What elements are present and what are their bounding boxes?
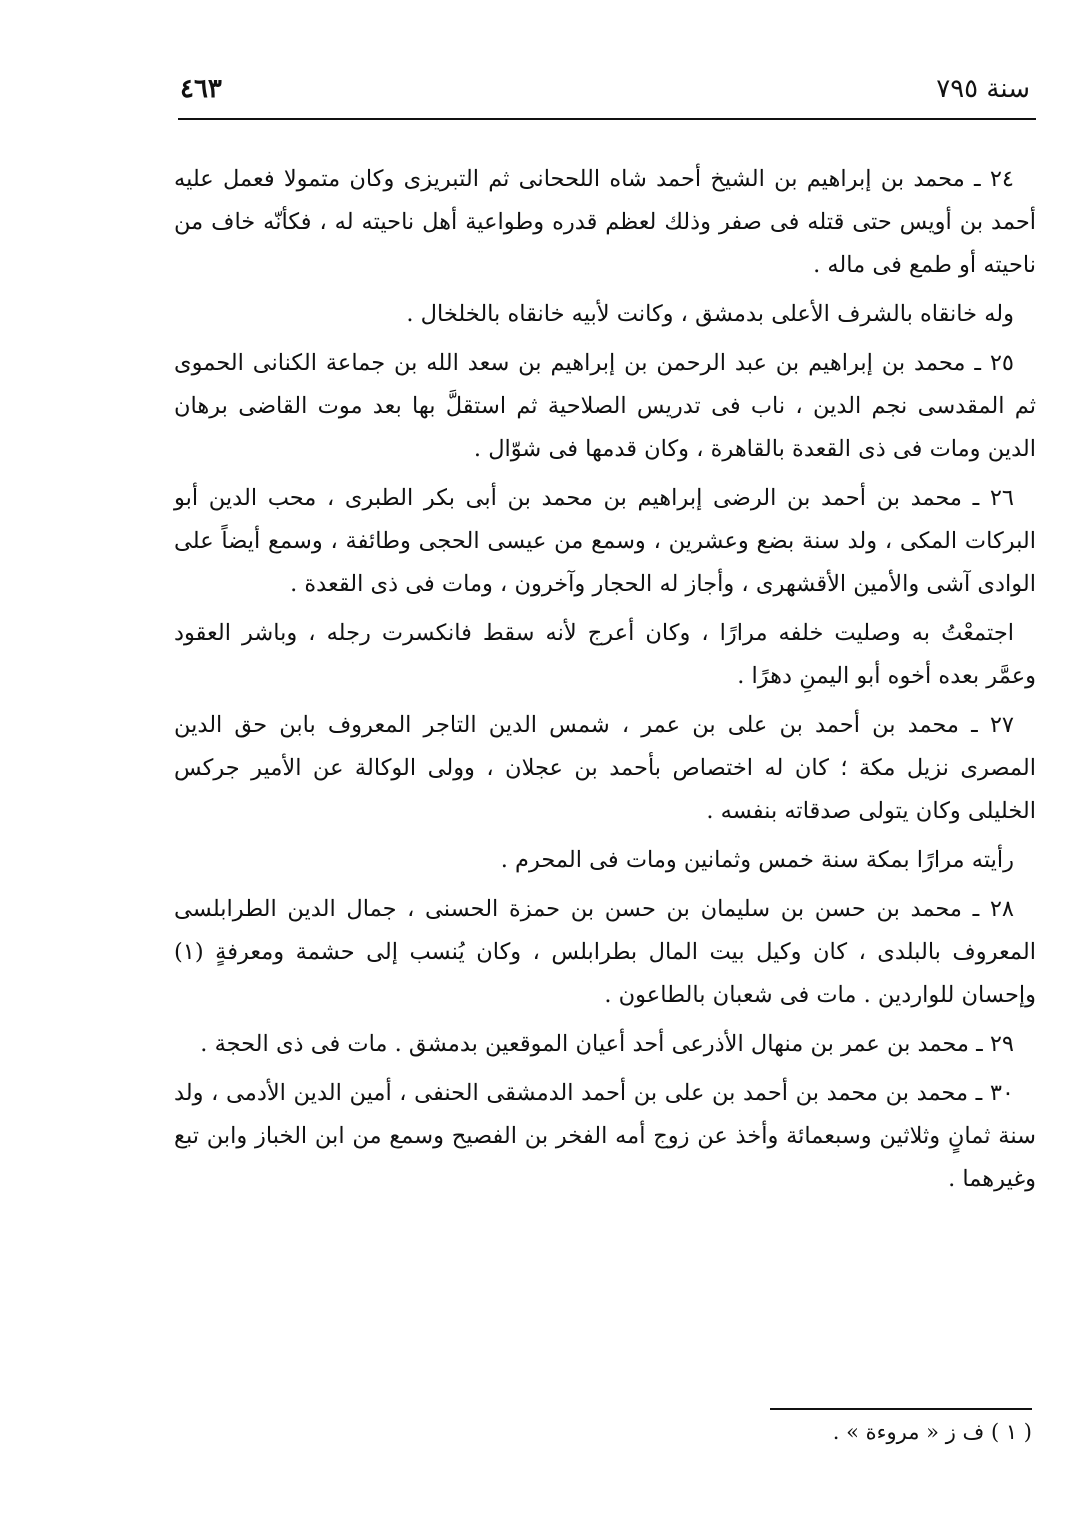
- entry-27-note: رأيته مرارًا بمكة سنة خمس وثمانين ومات فى المحرم .: [500, 847, 1014, 873]
- header-rule: [178, 118, 1036, 120]
- entry-24-note: وله خانقاه بالشرف الأعلى بدمشق ، وكانت لأبيه خانقاه بالخلخال .: [406, 301, 1014, 327]
- entry-26-note: اجتمعْتُ به وصليت خلفه مرارًا ، وكان أعرج لأنه سقط فانكسرت رجله ، وباشر العقود وعمَّر بعده أخوه أبو اليمنِ دهرًا .: [174, 620, 1036, 689]
- entry-24: ٢٤ ـ محمد بن إبراهيم بن الشيخ أحمد شاه اللححانى ثم التبريزى وكان متمولا فعمل عليه أحمد بن أويس حتى قتله فى صفر وذلك لعظم قدره وطواعية أهل ناحيته له ، فكأنّه خاف من ناحيته أو طمع فى ماله .: [174, 166, 1036, 278]
- footnote-rule: [770, 1408, 1032, 1410]
- entry-30: ٣٠ ـ محمد بن محمد بن أحمد بن على بن أحمد الدمشقى الحنفى ، أمين الدين الأدمى ، ولد سنة ثمانٍ وثلاثين وسبعمائة وأخذ عن زوج أمه الفخر بن الفصيح وسمع من ابن الخباز وابن تبع وغيرهما .: [174, 1080, 1036, 1192]
- entry-28: ٢٨ ـ محمد بن حسن بن سليمان بن حسن بن حمزة الحسنى ، جمال الدين الطرابلسى المعروف بالبلدى ، كان وكيل بيت المال بطرابلس ، وكان يُنسب إلى حشمة ومعرفةٍ (١) وإحسان للواردين . مات فى شعبان بالطاعون .: [174, 896, 1036, 1008]
- footnote: ( ١ ) ف ز « مروءة » .: [832, 1420, 1032, 1444]
- page-number: ٤٦٣: [180, 74, 222, 104]
- page-header: [178, 74, 1034, 114]
- entry-27: ٢٧ ـ محمد بن أحمد بن على بن عمر ، شمس الدين التاجر المعروف بابن حق الدين المصرى نزيل مكة ؛ كان له اختصاص بأحمد بن عجلان ، وولى الوكالة عن الأمير جركس الخليلى وكان يتولى صدقاته بنفسه .: [174, 712, 1036, 824]
- entry-29: ٢٩ ـ محمد بن عمر بن منهال الأذرعى أحد أعيان الموقعين بدمشق . مات فى ذى الحجة .: [200, 1031, 1014, 1057]
- entry-26: ٢٦ ـ محمد بن أحمد بن الرضى إبراهيم بن محمد بن أبى بكر الطبرى ، محب الدين أبو البركات المكى ، ولد سنة بضع وعشرين ، وسمع من عيسى الحجى وطائفة ، وسمع أيضاً على الوادى آشى والأمين الأقشهرى ، وأجاز له الحجار وآخرون ، ومات فى ذى القعدة .: [174, 485, 1036, 597]
- body-text: [174, 158, 1036, 1207]
- running-head: سنة ٧٩٥: [936, 74, 1030, 104]
- entry-25: ٢٥ ـ محمد بن إبراهيم بن عبد الرحمن بن إبراهيم بن سعد الله بن جماعة الكنانى الحموى ثم المقدسى نجم الدين ، ناب فى تدريس الصلاحية ثم استقلَّ بها بعد موت القاضى برهان الدين ومات فى ذى القعدة بالقاهرة ، وكان قدمها فى شوّال .: [174, 350, 1036, 462]
